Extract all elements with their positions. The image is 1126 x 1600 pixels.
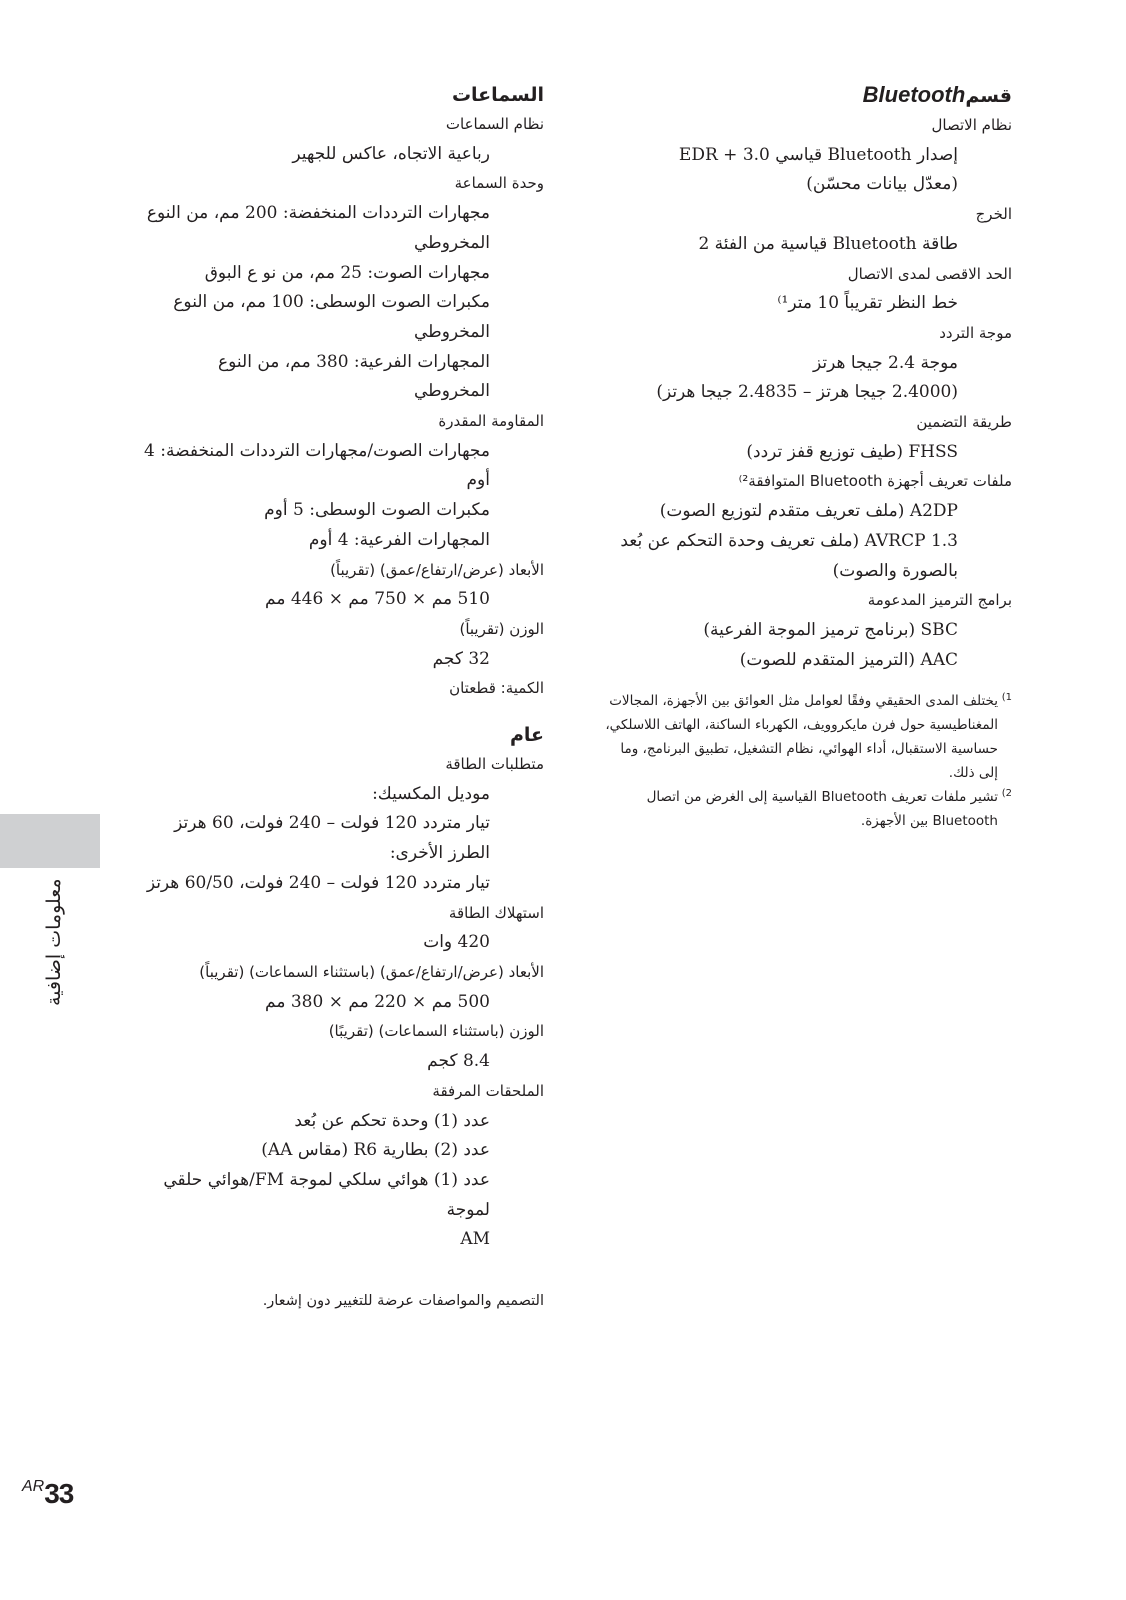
spec-label: المقاومة المقدرة xyxy=(438,412,544,431)
spec-label: موجة التردد xyxy=(939,323,1012,342)
spec-label: ملفات تعريف أجهزة Bluetooth المتوافقة²⁾ xyxy=(738,472,1012,491)
footnote xyxy=(600,689,1012,785)
spec-label: نظام الاتصال xyxy=(931,116,1012,134)
spec-value: مكبرات الصوت الوسطى: 5 أوم xyxy=(264,500,490,521)
spec-label: متطلبات الطاقة xyxy=(445,755,544,774)
bluetooth-title-word: Bluetooth xyxy=(862,82,966,107)
spec-label: طريقة التضمين xyxy=(916,413,1012,432)
spec-label: برامج الترميز المدعومة xyxy=(867,591,1012,610)
spec-value: AVRCP 1.3 (ملف تعريف وحدة التحكم عن بُعد xyxy=(620,530,958,551)
spec-label: الحد الاقصى لمدى الاتصال xyxy=(847,264,1012,283)
spec-value: (2.4000 جيجا هرتز – 2.4835 جيجا هرتز) xyxy=(656,382,958,403)
speakers-spec-list xyxy=(138,110,544,704)
spec-value: الطرز الأخرى: xyxy=(389,843,490,864)
spec-value: عدد (1) وحدة تحكم عن بُعد xyxy=(294,1110,490,1131)
spec-value: 8.4 كجم xyxy=(427,1051,490,1072)
spec-value: المجهارات الفرعية: 4 أوم xyxy=(308,529,490,550)
spec-value: AAC (الترميز المتقدم للصوت) xyxy=(739,649,958,670)
spec-value: 500 مم × 220 مم × 380 مم xyxy=(265,991,490,1012)
general-section-title: عام xyxy=(509,724,544,747)
spec-value: تيار متردد 120 فولت – 240 فولت، 60/50 هرتز xyxy=(146,872,490,893)
spec-label: الملحقات المرفقة xyxy=(432,1081,544,1100)
spec-value: موجة 2.4 جيجا هرتز xyxy=(812,352,958,373)
page-number-prefix: AR xyxy=(22,1478,45,1495)
spec-label: الأبعاد (عرض/ارتفاع/عمق) (باستثناء السماعات) (تقريباً) xyxy=(199,962,544,981)
spec-value: مكبرات الصوت الوسطى: 100 مم، من النوع xyxy=(173,292,490,313)
bluetooth-title-prefix: قسم xyxy=(965,85,1012,107)
spec-value: AM xyxy=(460,1229,490,1250)
spec-label: الكمية: قطعتان xyxy=(449,679,544,698)
spec-value: تيار متردد 120 فولت – 240 فولت، 60 هرتز xyxy=(174,813,490,834)
spec-value: عدد (1) هوائي سلكي لموجة FM/هوائي حلقي لموجة xyxy=(163,1169,490,1220)
spec-value: المجهارات الفرعية: 380 مم، من النوع المخروطي xyxy=(217,351,490,402)
bluetooth-spec-list xyxy=(600,111,1012,675)
footnote-number: 2) xyxy=(1001,788,1012,800)
page-number xyxy=(22,1478,73,1510)
spec-label: الخرج xyxy=(975,205,1012,224)
spec-value: خط النظر تقريباً 10 متر¹⁾ xyxy=(777,293,958,314)
footnote-text: يختلف المدى الحقيقي وفقًا لعوامل مثل العوائق بين الأجهزة، المجالات المغناطيسية حول فرن مايكروويف، الكهرباء الساكنة، الهاتف اللاسلكي، حساسية الاستقبال، أداء الهوائي، نظام التشغيل، تطبيق البرنامج، وما إلى ذلك. xyxy=(605,693,998,782)
spec-value: مجهارات الترددات المنخفضة: 200 مم، من النوع xyxy=(146,203,490,224)
speakers-general-column xyxy=(138,80,544,1315)
side-tab-marker xyxy=(0,814,100,868)
spec-value: SBC (برنامج ترميز الموجة الفرعية) xyxy=(703,619,958,640)
spec-value: رباعية الاتجاه، عاكس للجهير xyxy=(292,143,490,164)
spec-value: طاقة Bluetooth قياسية من الفئة 2 xyxy=(698,233,958,254)
footnote-number: 1) xyxy=(1001,692,1012,704)
spec-label: الأبعاد (عرض/ارتفاع/عمق) (تقريباً) xyxy=(330,560,544,579)
spec-value: بالصورة والصوت) xyxy=(832,560,958,581)
spec-value: 420 وات xyxy=(423,932,490,953)
bluetooth-section xyxy=(600,80,1012,833)
spec-value: مجهارات الصوت/مجهارات الترددات المنخفضة: 4 أوم xyxy=(144,440,490,491)
spec-value: المخروطي xyxy=(414,232,490,253)
bluetooth-section-title xyxy=(600,80,1012,111)
spec-value: موديل المكسيك: xyxy=(372,783,490,804)
spec-label: الوزن (تقريباً) xyxy=(459,619,544,638)
footnote-text: تشير ملفات تعريف Bluetooth القياسية إلى الغرض من اتصال Bluetooth بين الأجهزة. xyxy=(646,789,998,830)
spec-label: الوزن (باستثناء السماعات) (تقريبًا) xyxy=(328,1022,544,1041)
spec-label: نظام السماعات xyxy=(445,115,544,133)
spec-value: A2DP (ملف تعريف متقدم لتوزيع الصوت) xyxy=(659,501,958,522)
spec-value: 32 كجم xyxy=(432,648,490,669)
general-spec-list xyxy=(138,750,544,1255)
spec-value: عدد (2) بطارية R6 (مقاس AA) xyxy=(261,1140,490,1161)
spec-value: المخروطي xyxy=(414,321,490,342)
bluetooth-footnotes xyxy=(600,689,1012,833)
spec-value: 510 مم × 750 مم × 446 مم xyxy=(265,589,490,610)
speakers-section-title: السماعات xyxy=(451,84,544,106)
spec-label: استهلاك الطاقة xyxy=(448,903,544,922)
spec-label: وحدة السماعة xyxy=(454,174,544,193)
spec-value: إصدار Bluetooth قياسي 3.0 + EDR xyxy=(678,144,958,165)
spec-value: (معدّل بيانات محسّن) xyxy=(806,174,958,195)
spec-value: FHSS (طيف توزيع قفز تردد) xyxy=(746,441,958,462)
page-number-value: 33 xyxy=(44,1478,74,1509)
disclaimer-text: التصميم والمواصفات عرضة للتغيير دون إشعار. xyxy=(262,1293,544,1310)
side-tab-label: معلومات إضافية xyxy=(43,878,65,1006)
footnote xyxy=(600,785,1012,833)
spec-value: مجهارات الصوت: 25 مم، من نو ع البوق xyxy=(204,262,490,283)
